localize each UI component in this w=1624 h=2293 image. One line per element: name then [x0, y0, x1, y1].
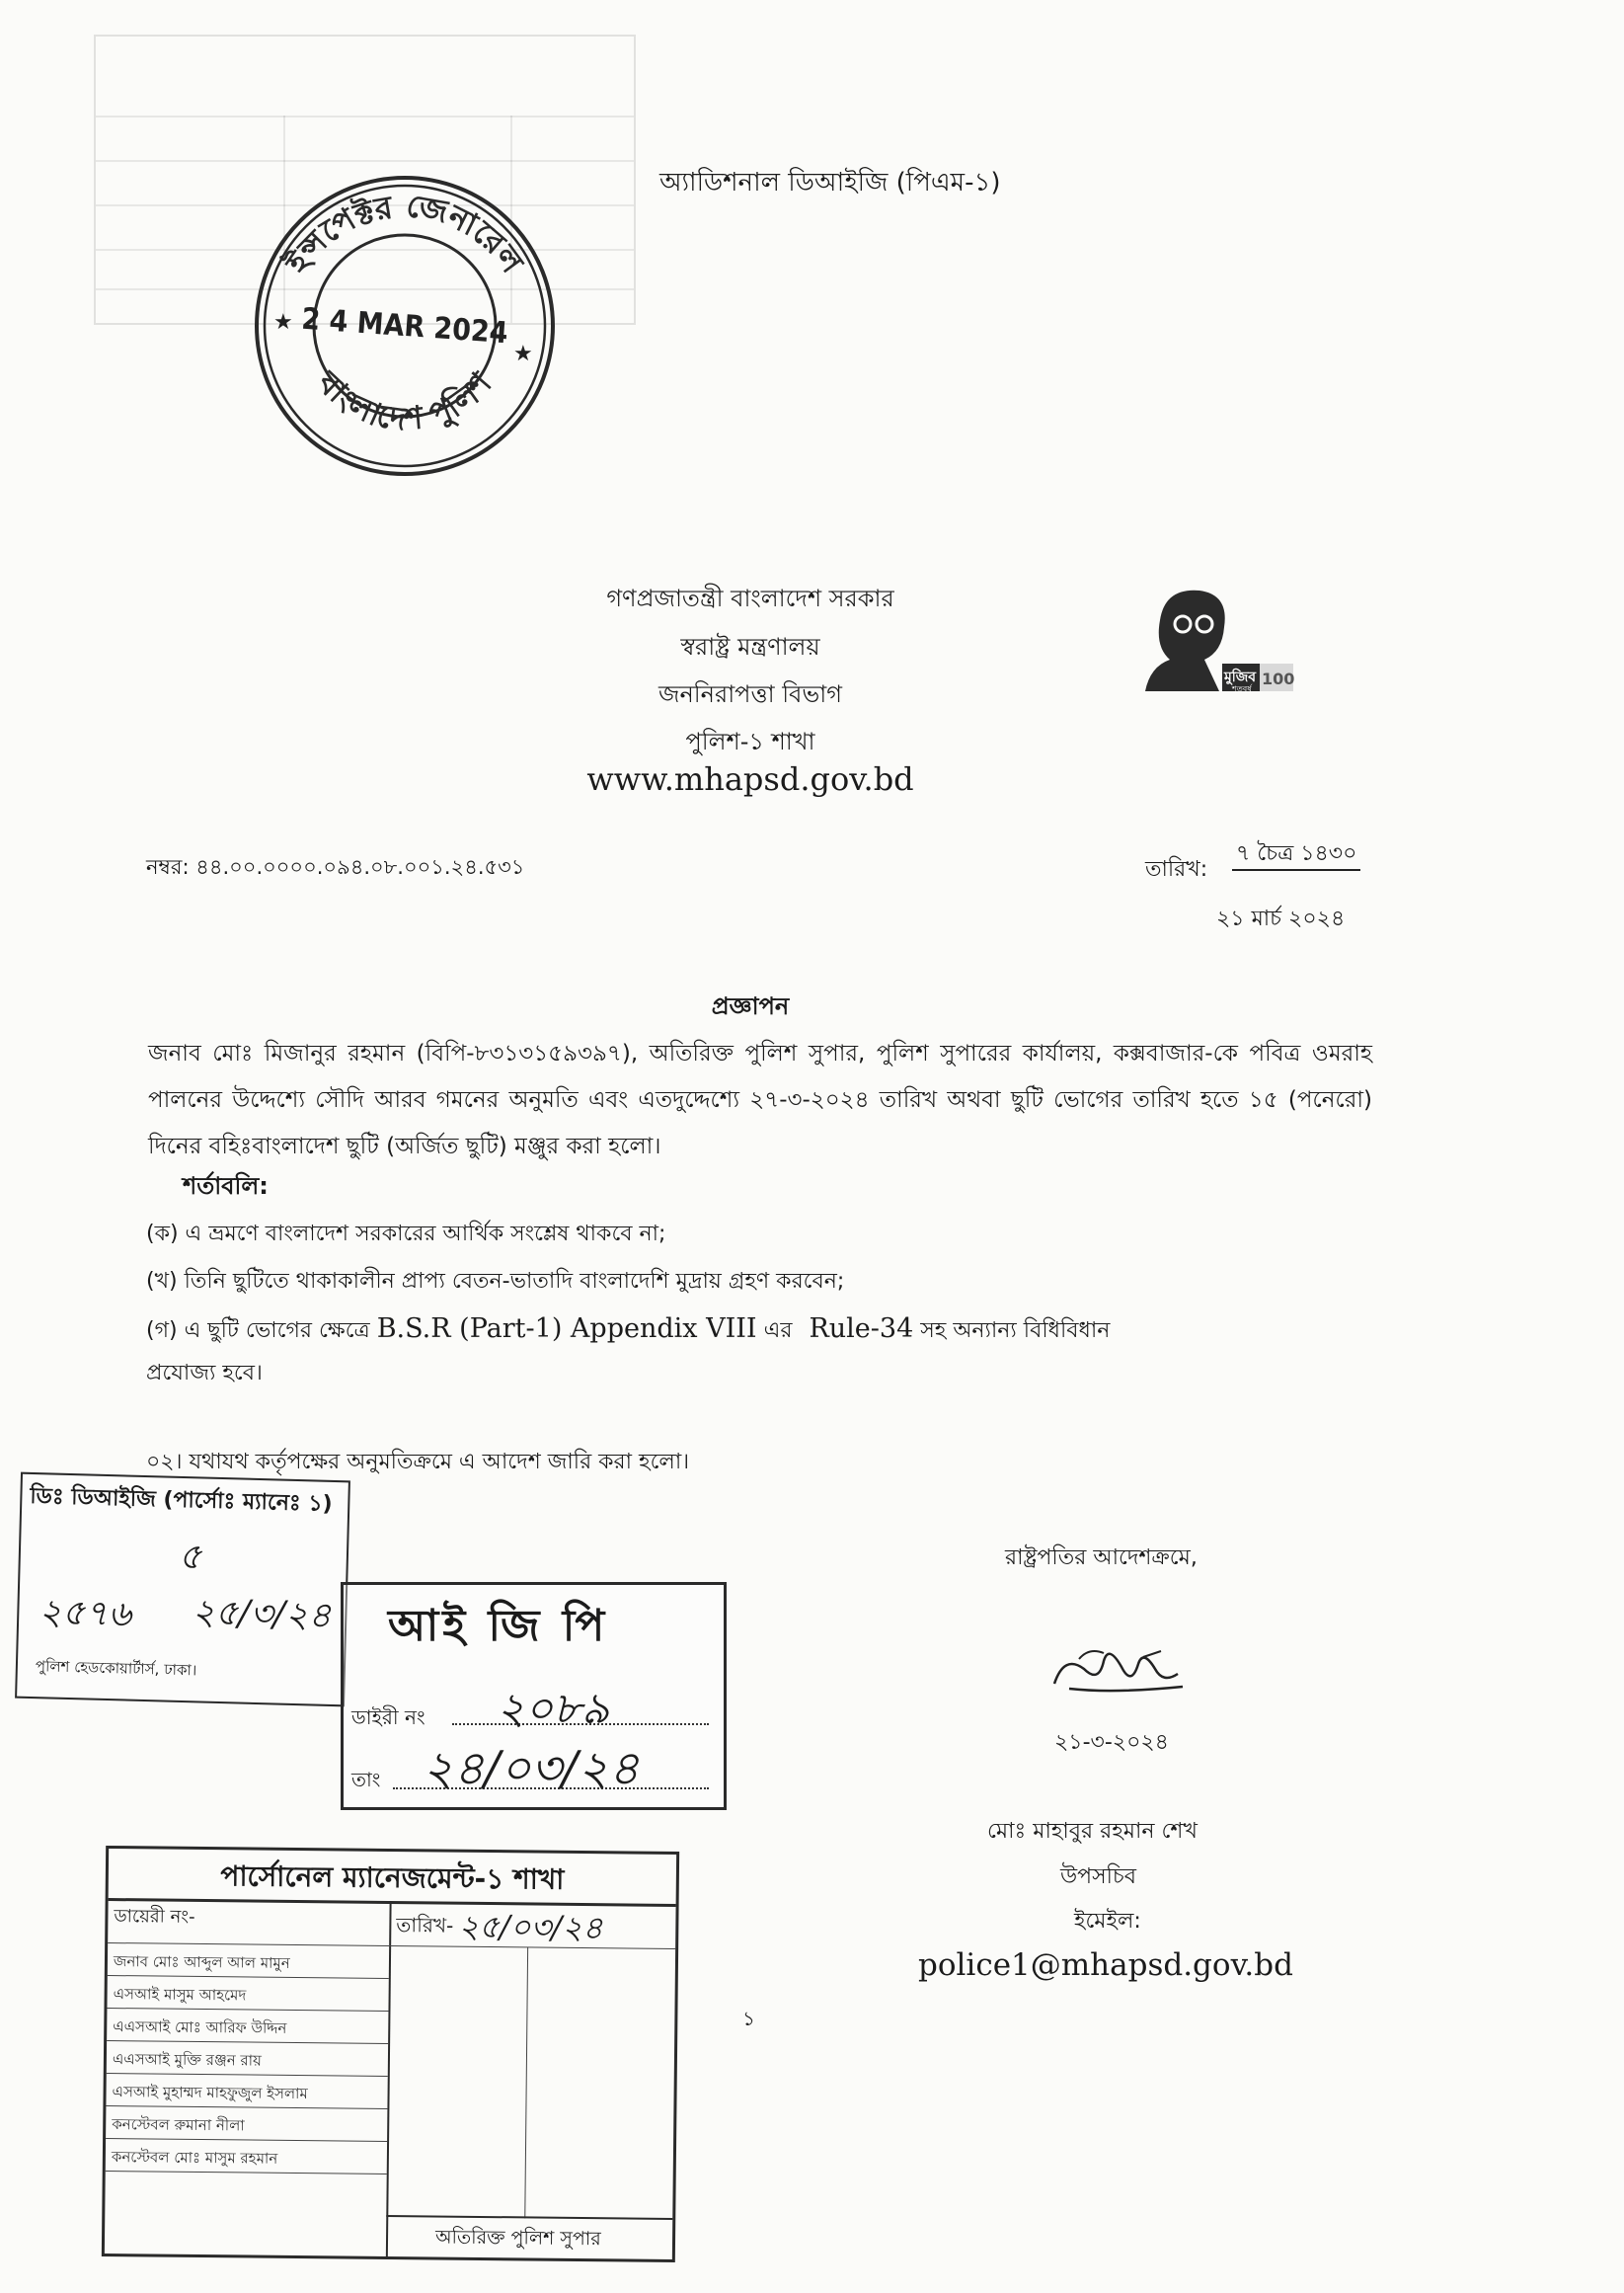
condition-ga-rule: Rule-34 [809, 1313, 914, 1344]
condition-ga-continued: প্রযোজ্য হবে। [146, 1361, 263, 1385]
igp-stamp-title: আই জি পি [388, 1601, 609, 1651]
pm-officer-name: এসআই মাসুম আহমেদ [113, 1985, 247, 2005]
header-division: জননিরাপত্তা বিভাগ [658, 680, 842, 708]
pm-col-divider [386, 1901, 392, 2256]
pm-officer-name: কনস্টেবল রুমানা নীলা [112, 2115, 245, 2135]
personnel-management-stamp [102, 1846, 679, 2262]
dig-stamp-title: ডিঃ ডিআইজি (পার্সোঃ ম্যানেঃ ১) [30, 1483, 333, 1517]
seal-star-left-icon: ★ [273, 310, 293, 335]
memo-number: নম্বর: ৪৪.০০.০০০০.০৯৪.০৮.০০১.২৪.৫৩১ [146, 855, 525, 879]
condition-ga-suffix: সহ অন্যান্য বিধিবিধান [920, 1318, 1111, 1343]
handwritten-signature [1044, 1639, 1193, 1708]
seal-star-right-icon: ★ [513, 342, 533, 366]
pm-title-row [109, 1849, 677, 1907]
header-website: www.mhapsd.gov.bd [586, 760, 914, 798]
date-gregorian: ২১ মার্চ ২০২৪ [1216, 907, 1346, 931]
condition-ga-mid: এর [763, 1318, 793, 1343]
pm-officer-name: এএসআই মোঃ আরিফ উদ্দিন [113, 2017, 287, 2037]
date-bangla: ৭ চৈত্র ১৪৩০ [1232, 841, 1360, 871]
date-label: তারিখ: [1145, 857, 1208, 882]
pm-row-line [107, 2008, 388, 2012]
pm-row-line [108, 1942, 389, 1946]
pm-officer-name: জনাব মোঃ আব্দুল আল মামুন [113, 1952, 290, 1972]
header-ministry: স্বরাষ্ট্র মন্ত্রণালয় [680, 633, 820, 661]
page-number: ১ [742, 2007, 755, 2030]
conditions-heading: শর্তাবলি: [183, 1172, 269, 1200]
dig-stamp-date: ২৫/৩/২৪ [191, 1592, 333, 1636]
dig-stamp-diary: ২৫৭৬ [38, 1592, 132, 1635]
header-government: গণপ্রজাতন্ত্রী বাংলাদেশ সরকার [606, 585, 894, 612]
pm-officer-name: এএসআই মুক্তি রঞ্জন রায় [112, 2050, 263, 2070]
seal-bottom-text: বাংলাদেশ পুলিশ [310, 363, 500, 438]
seal-top-text: ইন্সপেক্টর জেনারেল [277, 186, 532, 280]
pm-diary-label: ডায়েরী নং- [114, 1906, 195, 1928]
igp-date-value: ২৪/০৩/২৪ [423, 1741, 640, 1796]
condition-ga-rule-ref: B.S.R (Part-1) Appendix VIII [376, 1313, 757, 1344]
mujib-100-logo [1125, 583, 1298, 701]
recipient-note: অ্যাডিশনাল ডিআইজি (পিএম-১) [659, 168, 1001, 198]
pm-footer: অতিরিক্ত পুলিশ সুপার [434, 2226, 601, 2251]
pm-col-divider-2 [524, 1946, 528, 2218]
pm-title: পার্সোনেল ম্যানেজমেন্ট-১ শাখা [220, 1859, 565, 1896]
signatory-name: মোঃ মাহাবুর রহমান শেখ [987, 1819, 1198, 1844]
pm-date-label: তারিখ- [396, 1913, 454, 1937]
signatory-email: police1@mhapsd.gov.bd [918, 1947, 1293, 1983]
paragraph-02: ০২। যথাযথ কর্তৃপক্ষের অনুমতিক্রমে এ আদেশ জারি করা হলো। [146, 1450, 690, 1474]
condition-ka: (ক) এ ভ্রমণে বাংলাদেশ সরকারের আর্থিক সংশ্লেষ থাকবে না; [146, 1222, 666, 1246]
logo-sublabel: শতবর্ষ [1232, 684, 1252, 693]
notification-title: প্রজ্ঞাপন [711, 992, 790, 1020]
pm-row-line [106, 2138, 387, 2142]
dig-stamp-footer: পুলিশ হেডকোয়ার্টার্স, ঢাকা। [35, 1657, 197, 1680]
signature-date: ২১-৩-২০২৪ [1054, 1730, 1169, 1755]
dig-stamp-mark: ৫ [178, 1536, 202, 1578]
condition-ga [146, 1313, 1110, 1345]
igp-date-label: তাং [351, 1768, 381, 1791]
signatory-designation: উপসচিব [1060, 1864, 1137, 1889]
igp-diary-value: ২০৮৯ [497, 1684, 610, 1734]
pm-footer-line [386, 2215, 672, 2220]
logo-label: মুজিব [1224, 670, 1257, 685]
logo-number: 100 [1262, 670, 1295, 688]
condition-kha: (খ) তিনি ছুটিতে থাকাকালীন প্রাপ্য বেতন-ভাতাদি বাংলাদেশি মুদ্রায় গ্রহণ করবেন; [146, 1269, 845, 1294]
condition-ga-prefix: (গ) এ ছুটি ভোগের ক্ষেত্রে [146, 1318, 370, 1343]
igp-diary-label: ডাইরী নং [351, 1705, 425, 1729]
inspector-general-seal [242, 163, 568, 489]
president-order-line: রাষ্ট্রপতির আদেশক্রমে, [1005, 1545, 1198, 1570]
header-section: পুলিশ-১ শাখা [685, 728, 815, 755]
pm-officer-name: কনস্টেবল মোঃ মাসুম রহমান [111, 2148, 278, 2168]
email-label: ইমেইল: [1074, 1909, 1141, 1934]
pm-officer-name: এসআই মুহাম্মদ মাহফুজুল ইসলাম [112, 2083, 308, 2103]
notification-paragraph: জনাব মোঃ মিজানুর রহমান (বিপি-৮৩১৩১৫৯৩৯৭), অতিরিক্ত পুলিশ সুপার, পুলিশ সুপারের কার্যালয়, কক্সবাজার-কে পবিত্র ওমরাহ পালনের উদ্দেশ্যে সৌদি আরব গমনের অনুমতি এবং এতদুদ্দেশ্যে ২৭-৩-২০২৪ তারিখ অথবা ছুটি ভোগের তারিখ হতে ১৫ (পনেরো) দিনের বহিঃবাংলাদেশ ছুটি (অর্জিত ছুটি) মঞ্জুর করা হলো। [148, 1041, 1372, 1159]
seal-date: 2 4 MAR 2024 [300, 301, 509, 352]
dig-pm-stamp [15, 1472, 350, 1707]
pm-date-value: ২৫/০৩/২৪ [458, 1907, 603, 1947]
igp-stamp [341, 1582, 727, 1810]
